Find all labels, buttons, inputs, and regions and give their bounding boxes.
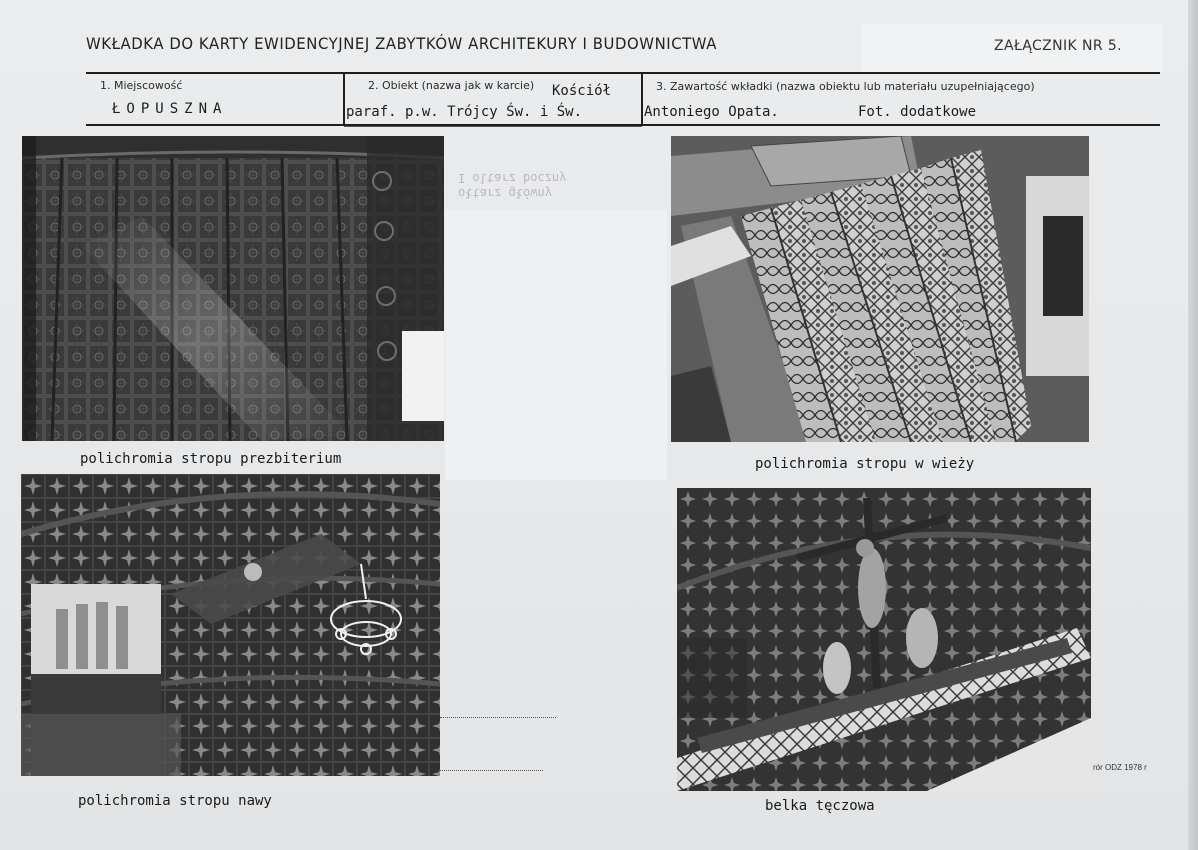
caption-presbytery: polichromia stropu prezbiterium — [80, 451, 342, 467]
contents-value-extra: Fot. dodatkowe — [858, 104, 977, 120]
photo-tower-ceiling — [671, 136, 1089, 442]
dotted-line — [440, 717, 556, 718]
object-value-line2: paraf. p.w. Trójcy Św. i Św. — [346, 104, 583, 120]
object-label: 2. Obiekt (nazwa jak w karcie) — [368, 79, 535, 92]
caption-nave: polichromia stropu nawy — [78, 793, 272, 809]
locality-label: 1. Miejscowość — [100, 79, 183, 92]
dotted-line — [440, 770, 543, 771]
photo-rood-beam — [677, 488, 1091, 791]
attachment-number: ZAŁĄCZNIK NR 5. — [994, 38, 1122, 54]
contents-label: 3. Zawartość wkładki (nazwa obiektu lub materiału uzupełniającego) — [656, 80, 1035, 93]
sheet-edge — [1188, 0, 1198, 850]
photo-nave-ceiling — [21, 474, 440, 776]
field-divider — [641, 72, 643, 126]
field-divider — [343, 72, 345, 126]
stamp-line: ołtarz główny — [458, 186, 552, 200]
stamp-line: I oltarz boczny — [458, 171, 567, 185]
mirrored-stamp — [458, 170, 566, 200]
photo-presbytery-ceiling — [22, 136, 444, 441]
object-value-line1: Kościół — [552, 83, 612, 99]
paper-patch — [445, 210, 667, 480]
locality-value: ŁOPUSZNA — [112, 101, 228, 117]
caption-tower: polichromia stropu w wieży — [755, 456, 975, 472]
caption-beam: belka tęczowa — [765, 798, 875, 814]
document-title: WKŁADKA DO KARTY EWIDENCYJNEJ ZABYTKÓW ARCHITEKURY I BUDOWNICTWA — [86, 34, 718, 53]
contents-value: Antoniego Opata. — [644, 104, 779, 120]
photo-credit: rór ODZ 1978 r — [1093, 763, 1147, 772]
underline — [344, 126, 642, 127]
header-rule-top — [86, 72, 1160, 74]
